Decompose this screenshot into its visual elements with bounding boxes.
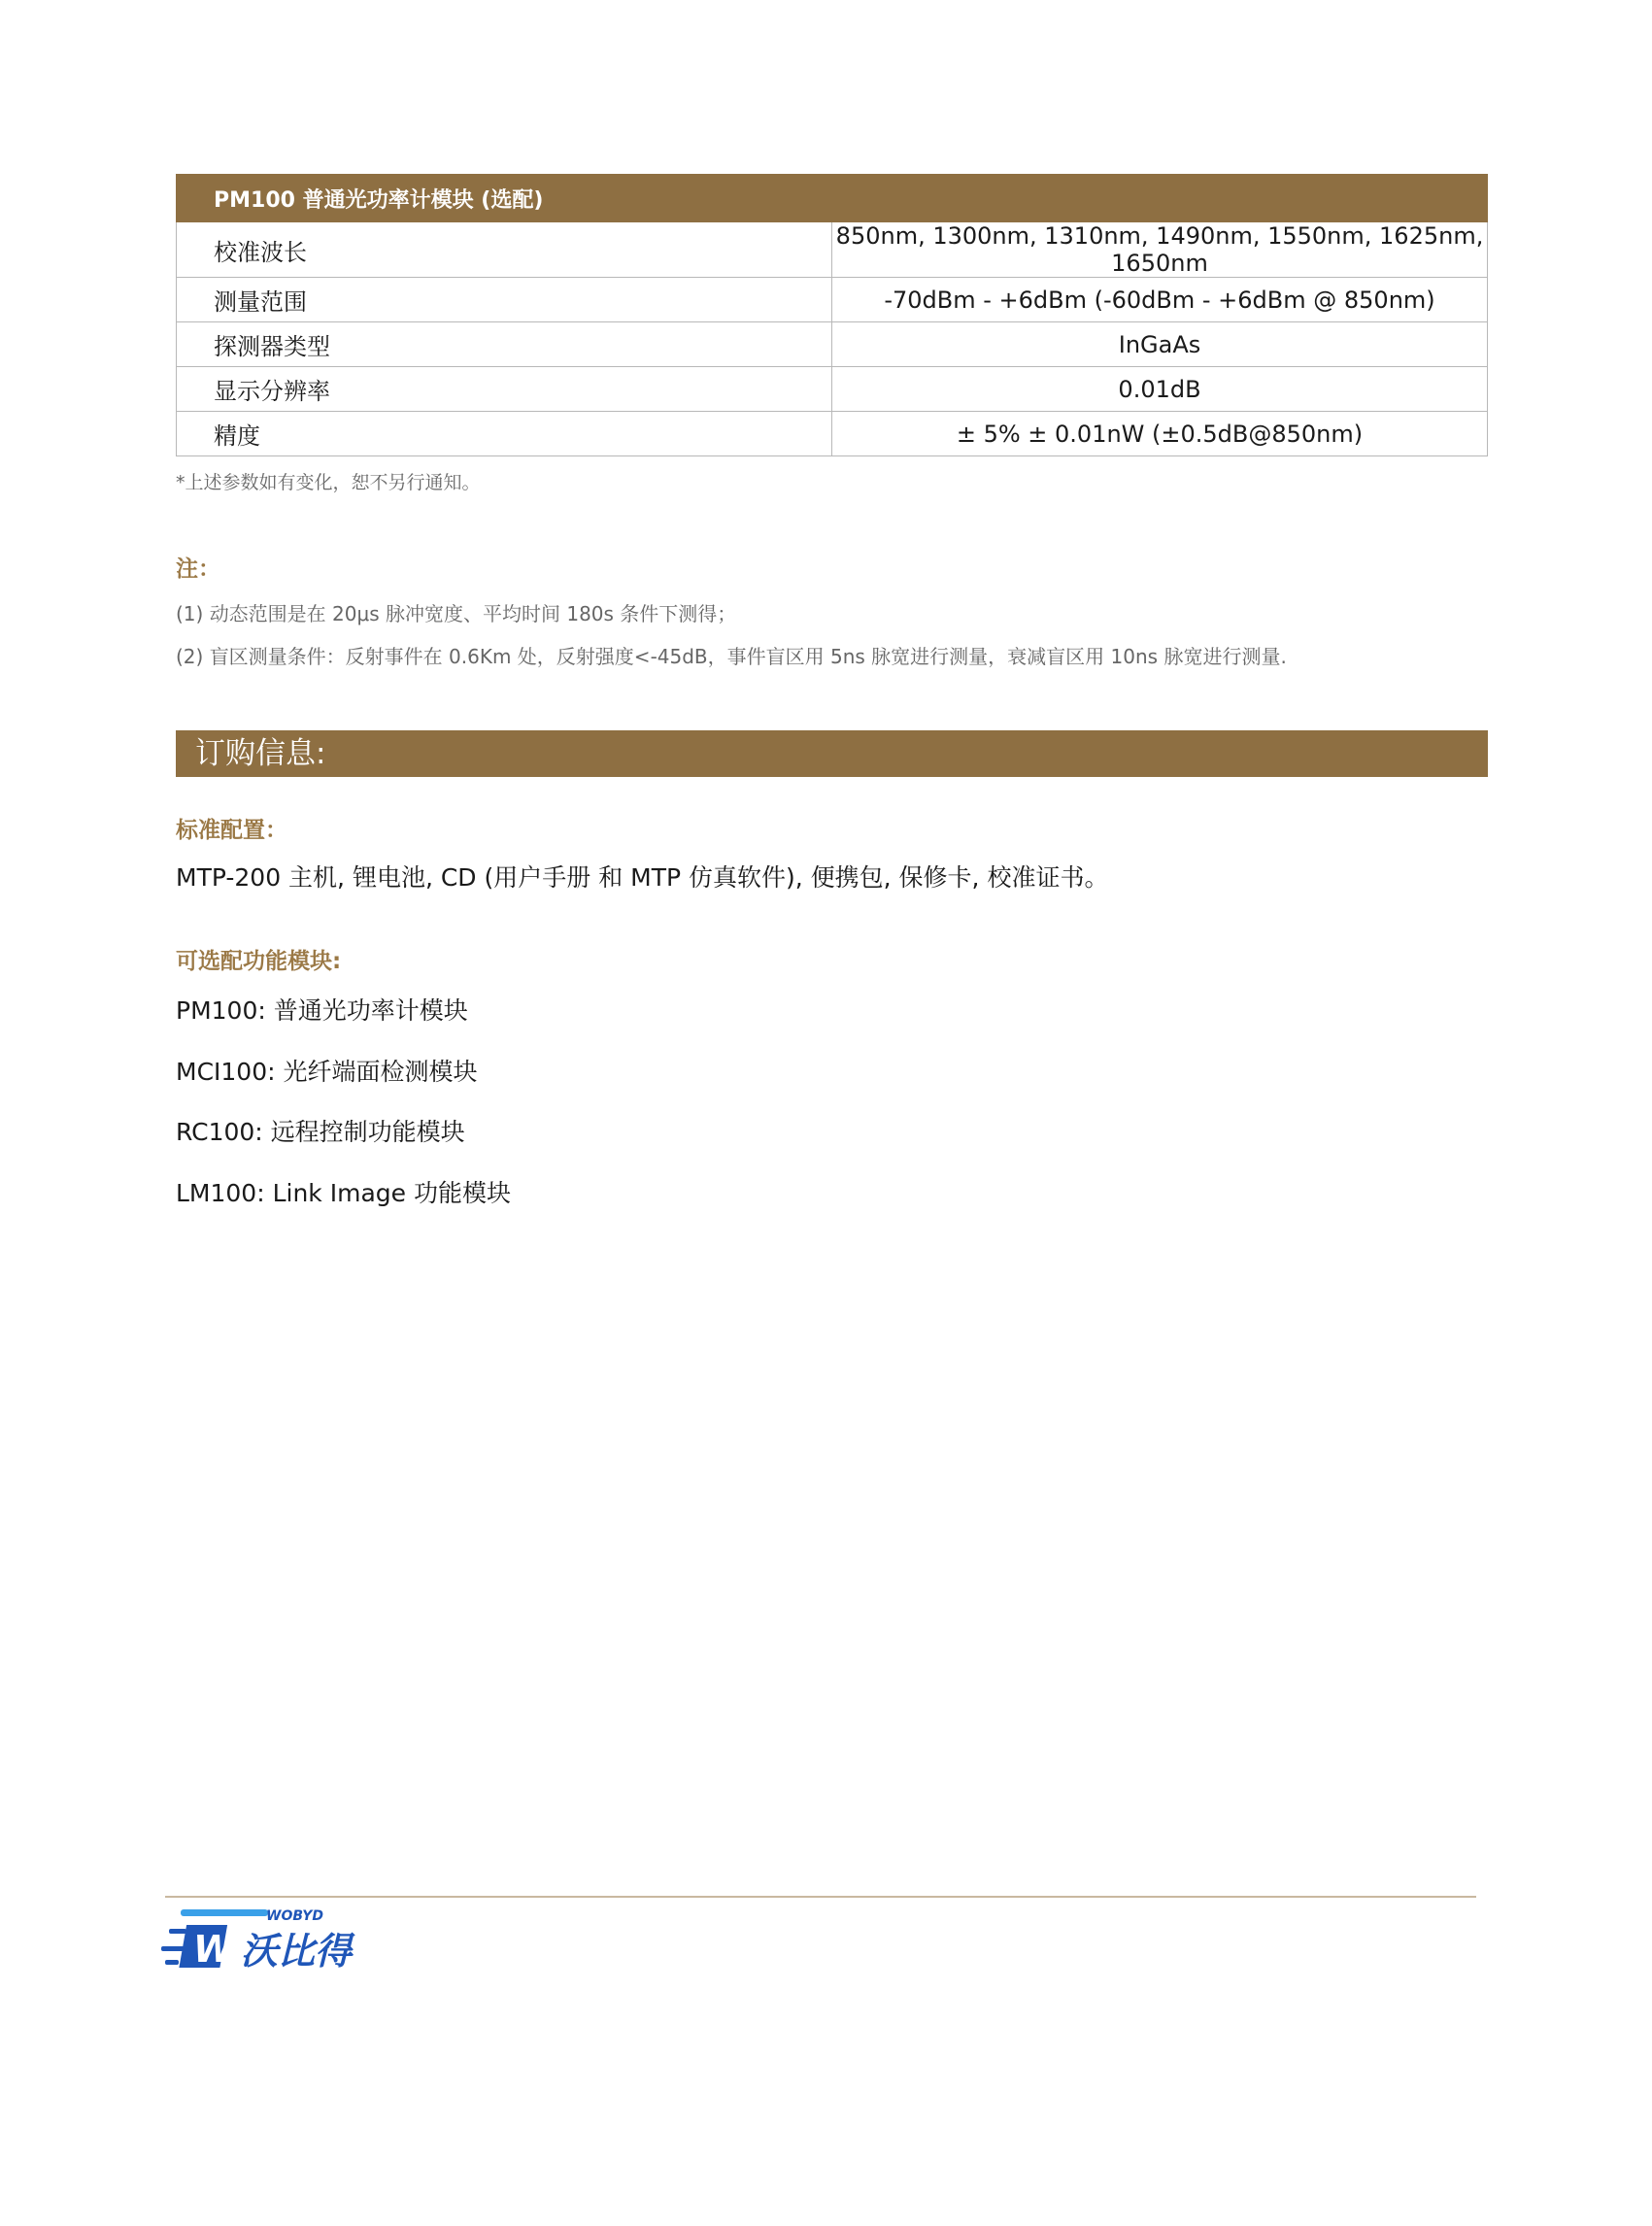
- note-item: (2) 盲区测量条件：反射事件在 0.6Km 处，反射强度<-45dB，事件盲区用 5ns 脉宽进行测量，衰减盲区用 10ns 脉宽进行测量.: [176, 645, 1287, 668]
- logo-speed-line: [169, 1929, 186, 1934]
- row-label: 精度: [177, 412, 832, 456]
- row-label: 校准波长: [177, 222, 832, 278]
- spec-table-header: PM100 普通光功率计模块 (选配): [177, 175, 1488, 222]
- table-row: [177, 367, 1488, 412]
- table-row: [177, 278, 1488, 322]
- row-value: 850nm, 1300nm, 1310nm, 1490nm, 1550nm, 1625nm, 1650nm: [832, 222, 1488, 278]
- standard-config-text: MTP-200 主机, 锂电池, CD (用户手册 和 MTP 仿真软件), 便携包, 保修卡, 校准证书。: [176, 863, 1109, 892]
- wobyd-logo: [161, 1904, 394, 1973]
- row-value: ± 5% ± 0.01nW (±0.5dB@850nm): [832, 412, 1488, 456]
- footer-divider: [165, 1896, 1476, 1898]
- optional-module-item: PM100: 普通光功率计模块: [176, 996, 468, 1025]
- logo-speed-line: [161, 1946, 185, 1951]
- row-value: -70dBm - +6dBm (-60dBm - +6dBm @ 850nm): [832, 278, 1488, 322]
- logo-brand-en: WOBYD: [266, 1908, 324, 1924]
- optional-module-item: MCI100: 光纤端面检测模块: [176, 1058, 478, 1086]
- footnote: *上述参数如有变化，恕不另行通知。: [176, 472, 481, 493]
- optional-module-item: LM100: Link Image 功能模块: [176, 1179, 511, 1207]
- standard-config-title: 标准配置：: [176, 818, 287, 843]
- ordering-banner: 订购信息:: [176, 730, 1488, 777]
- row-label: 显示分辨率: [177, 367, 832, 412]
- table-row: [177, 322, 1488, 367]
- optional-module-item: RC100: 远程控制功能模块: [176, 1118, 465, 1146]
- notes-title: 注：: [176, 556, 220, 582]
- logo-w-letter: W: [193, 1928, 234, 1971]
- note-item: (1) 动态范围是在 20μs 脉冲宽度、平均时间 180s 条件下测得；: [176, 602, 737, 625]
- logo-speed-bar: [181, 1909, 268, 1916]
- row-value: InGaAs: [832, 322, 1488, 367]
- row-value: 0.01dB: [832, 367, 1488, 412]
- logo-brand-cn: 沃比得: [241, 1930, 353, 1973]
- logo-speed-line: [165, 1960, 179, 1965]
- spec-table: [176, 174, 1488, 456]
- table-row: [177, 412, 1488, 456]
- optional-modules-title: 可选配功能模块:: [176, 949, 342, 974]
- row-label: 探测器类型: [177, 322, 832, 367]
- row-label: 测量范围: [177, 278, 832, 322]
- table-row: [177, 222, 1488, 278]
